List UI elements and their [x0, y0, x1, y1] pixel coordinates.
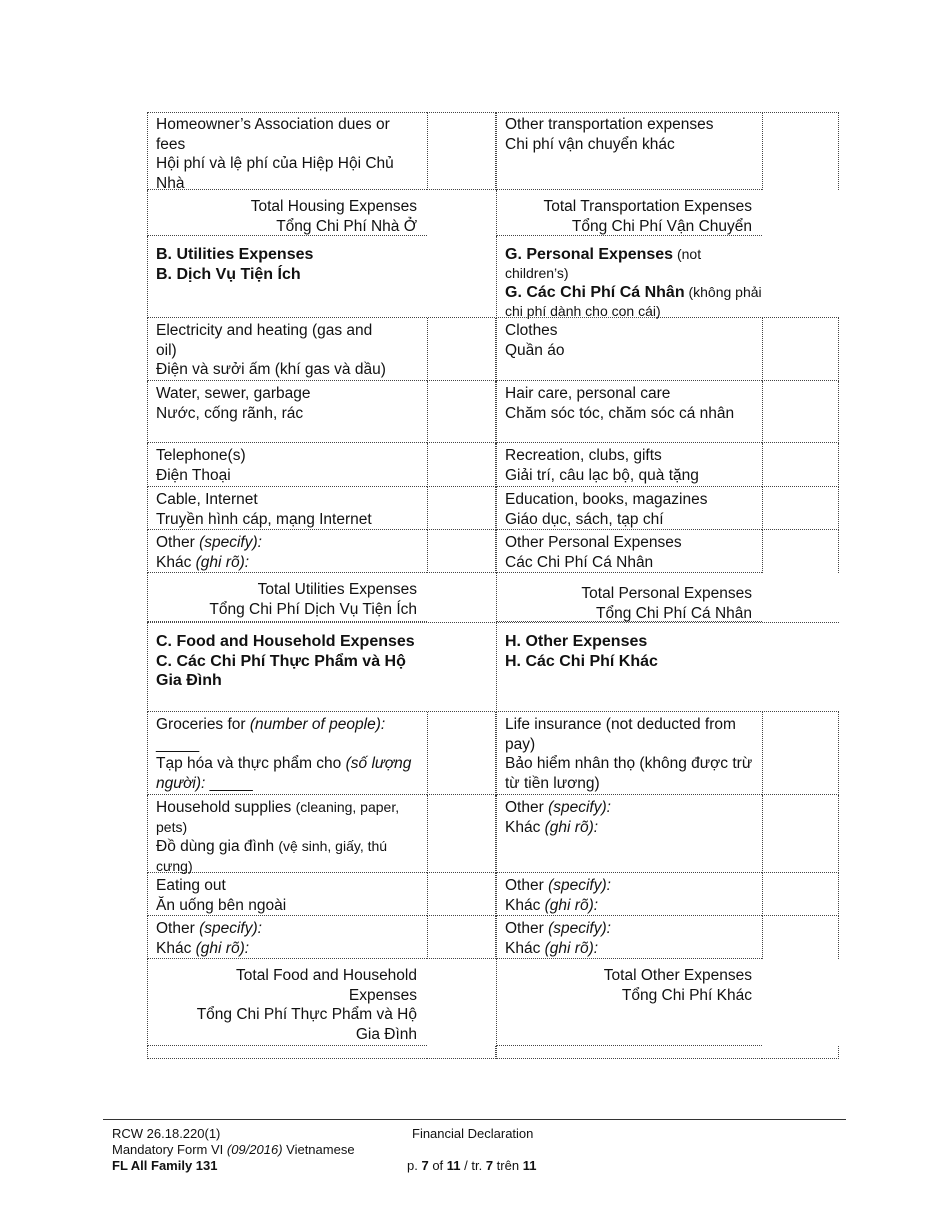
other-expense-1-label: Other (specify): Khác (ghi rõ): — [496, 795, 762, 873]
spacer-amount — [762, 1046, 839, 1059]
life-insurance-label: Life insurance (not deducted from pay) Bảo hiểm nhân thọ (không được trừ từ tiền lương) — [496, 712, 762, 795]
total-personal-label: Total Personal Expenses Tổng Chi Phí Cá Nhân — [496, 573, 762, 622]
water-label: Water, sewer, garbage Nước, cống rãnh, rác — [147, 381, 427, 443]
hair-care-amount-field[interactable] — [762, 381, 839, 443]
groceries-label: Groceries for (number of people): _____ Tạp hóa và thực phẩm cho (số lượng người): _____ — [147, 712, 427, 795]
other-expense-1-amount-field[interactable] — [762, 795, 839, 873]
hoa-amount-field[interactable] — [427, 112, 496, 190]
form-title: Financial Declaration — [412, 1126, 534, 1141]
form-id: FL All Family 131 — [112, 1158, 218, 1173]
section-c-heading: C. Food and Household Expenses C. Các Chi Phí Thực Phẩm và Hộ Gia Đình — [147, 622, 497, 712]
telephone-amount-field[interactable] — [427, 443, 496, 487]
water-amount-field[interactable] — [427, 381, 496, 443]
eating-out-label: Eating out Ăn uống bên ngoài — [147, 873, 427, 916]
education-amount-field[interactable] — [762, 487, 839, 530]
total-food-label: Total Food and Household Expenses Tổng Chi Phí Thực Phẩm và Hộ Gia Đình — [147, 959, 427, 1046]
hoa-dues-label: Homeowner’s Association dues or fees Hội phí và lệ phí của Hiệp Hội Chủ Nhà — [147, 112, 427, 190]
spacer-amount — [427, 1046, 496, 1059]
total-other-label: Total Other Expenses Tổng Chi Phí Khác — [496, 959, 762, 1046]
other-personal-amount-field[interactable] — [762, 530, 839, 573]
clothes-amount-field[interactable] — [762, 318, 839, 381]
total-housing-label: Total Housing Expenses Tổng Chi Phí Nhà Ở — [147, 190, 427, 236]
electricity-amount-field[interactable] — [427, 318, 496, 381]
other-expense-2-label: Other (specify): Khác (ghi rõ): — [496, 873, 762, 916]
life-insurance-amount-field[interactable] — [762, 712, 839, 795]
form-version: Mandatory Form VI (09/2016) Vietnamese — [112, 1142, 355, 1157]
recreation-label: Recreation, clubs, gifts Giải trí, câu lạc bộ, quà tặng — [496, 443, 762, 487]
education-label: Education, books, magazines Giáo dục, sách, tạp chí — [496, 487, 762, 530]
other-expense-2-amount-field[interactable] — [762, 873, 839, 916]
other-utilities-amount-field[interactable] — [427, 530, 496, 573]
other-food-amount-field[interactable] — [427, 916, 496, 959]
other-utilities-label: Other (specify): Khác (ghi rõ): — [147, 530, 427, 573]
eating-out-amount-field[interactable] — [427, 873, 496, 916]
telephone-label: Telephone(s) Điện Thoại — [147, 443, 427, 487]
total-transport-label: Total Transportation Expenses Tổng Chi Phí Vận Chuyển — [496, 190, 762, 236]
other-expense-3-amount-field[interactable] — [762, 916, 839, 959]
spacer-row — [147, 1046, 427, 1059]
groceries-amount-field[interactable] — [427, 712, 496, 795]
rcw-citation: RCW 26.18.220(1) — [112, 1126, 221, 1141]
hair-care-label: Hair care, personal care Chăm sóc tóc, chăm sóc cá nhân — [496, 381, 762, 443]
other-transport-amount-field[interactable] — [762, 112, 839, 190]
total-utilities-label: Total Utilities Expenses Tổng Chi Phí Dịch Vụ Tiện Ích — [147, 573, 427, 622]
other-food-label: Other (specify): Khác (ghi rõ): — [147, 916, 427, 959]
page-footer — [103, 1119, 846, 1173]
household-supplies-label: Household supplies (cleaning, paper, pets) Đồ dùng gia đình (vệ sinh, giấy, thú cưng) — [147, 795, 427, 873]
cable-amount-field[interactable] — [427, 487, 496, 530]
section-h-heading: H. Other Expenses H. Các Chi Phí Khác — [496, 622, 839, 712]
clothes-label: Clothes Quần áo — [496, 318, 762, 381]
cable-label: Cable, Internet Truyền hình cáp, mạng Internet — [147, 487, 427, 530]
section-b-heading: B. Utilities Expenses B. Dịch Vụ Tiện Ích — [147, 236, 497, 318]
page-number: p. 7 of 11 / tr. 7 trên 11 — [407, 1158, 537, 1173]
household-amount-field[interactable] — [427, 795, 496, 873]
spacer-row — [496, 1046, 762, 1059]
other-transport-label: Other transportation expenses Chi phí vận chuyển khác — [496, 112, 762, 190]
section-g-heading: G. Personal Expenses (not children’s) G. Các Chi Phí Cá Nhân (không phải chi phí dành cho con cái) — [496, 236, 839, 318]
electricity-label: Electricity and heating (gas and oil) Điện và sưởi ấm (khí gas và dầu) — [147, 318, 427, 381]
other-personal-label: Other Personal Expenses Các Chi Phí Cá Nhân — [496, 530, 762, 573]
recreation-amount-field[interactable] — [762, 443, 839, 487]
other-expense-3-label: Other (specify): Khác (ghi rõ): — [496, 916, 762, 959]
